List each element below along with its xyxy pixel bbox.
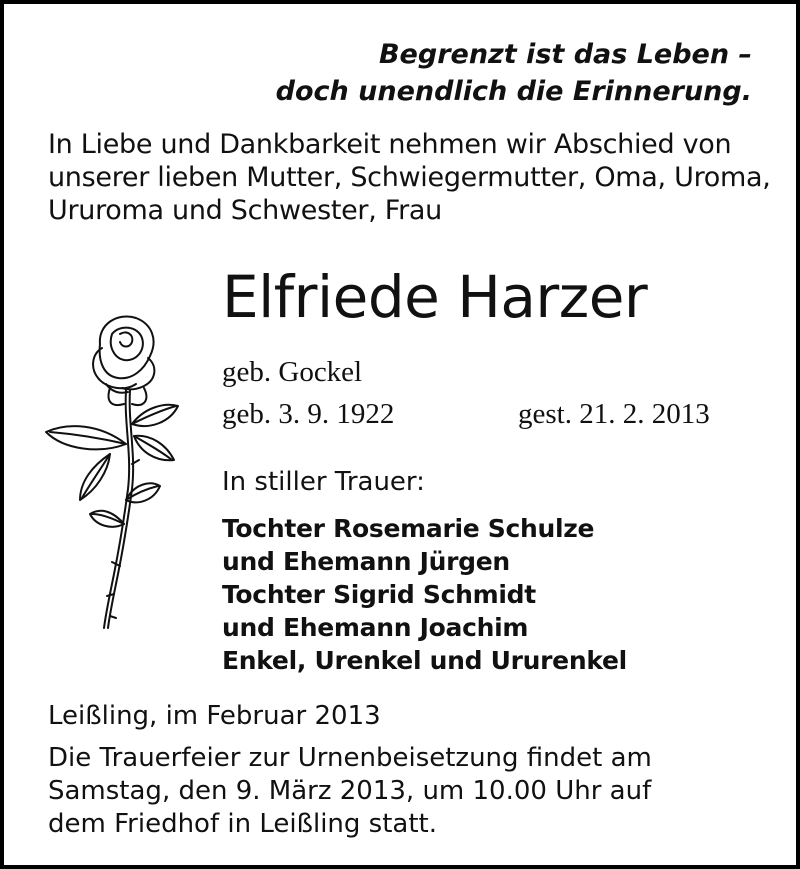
mourners-heading: In stiller Trauer: (222, 467, 425, 497)
intro-line-2: unserer lieben Mutter, Schwiegermutter, Oma, Uroma, (48, 162, 771, 193)
mourner-line: Tochter Rosemarie Schulze (222, 514, 595, 543)
rose-icon (40, 304, 180, 634)
intro-line-1: In Liebe und Dankbarkeit nehmen wir Abschied von (48, 129, 732, 160)
motto-line-1: Begrenzt ist das Leben – (378, 39, 752, 70)
intro-line-3: Ururoma und Schwester, Frau (48, 195, 442, 226)
funeral-info-line-3: dem Friedhof in Leißling statt. (48, 809, 437, 839)
birth-date: geb. 3. 9. 1922 (222, 398, 395, 430)
funeral-info-line-1: Die Trauerfeier zur Urnenbeisetzung findet am (48, 743, 652, 773)
mourner-line: und Ehemann Joachim (222, 613, 529, 642)
motto-line-2: doch unendlich die Erinnerung. (275, 76, 752, 107)
maiden-name: geb. Gockel (222, 356, 363, 388)
mourner-line: und Ehemann Jürgen (222, 547, 510, 576)
death-date: gest. 21. 2. 2013 (518, 398, 710, 430)
mourner-line: Tochter Sigrid Schmidt (222, 580, 536, 609)
funeral-info-line-2: Samstag, den 9. März 2013, um 10.00 Uhr auf (48, 776, 652, 806)
deceased-name: Elfriede Harzer (222, 263, 648, 331)
place-and-date: Leißling, im Februar 2013 (48, 701, 381, 731)
mourner-line: Enkel, Urenkel und Ururenkel (222, 646, 627, 675)
